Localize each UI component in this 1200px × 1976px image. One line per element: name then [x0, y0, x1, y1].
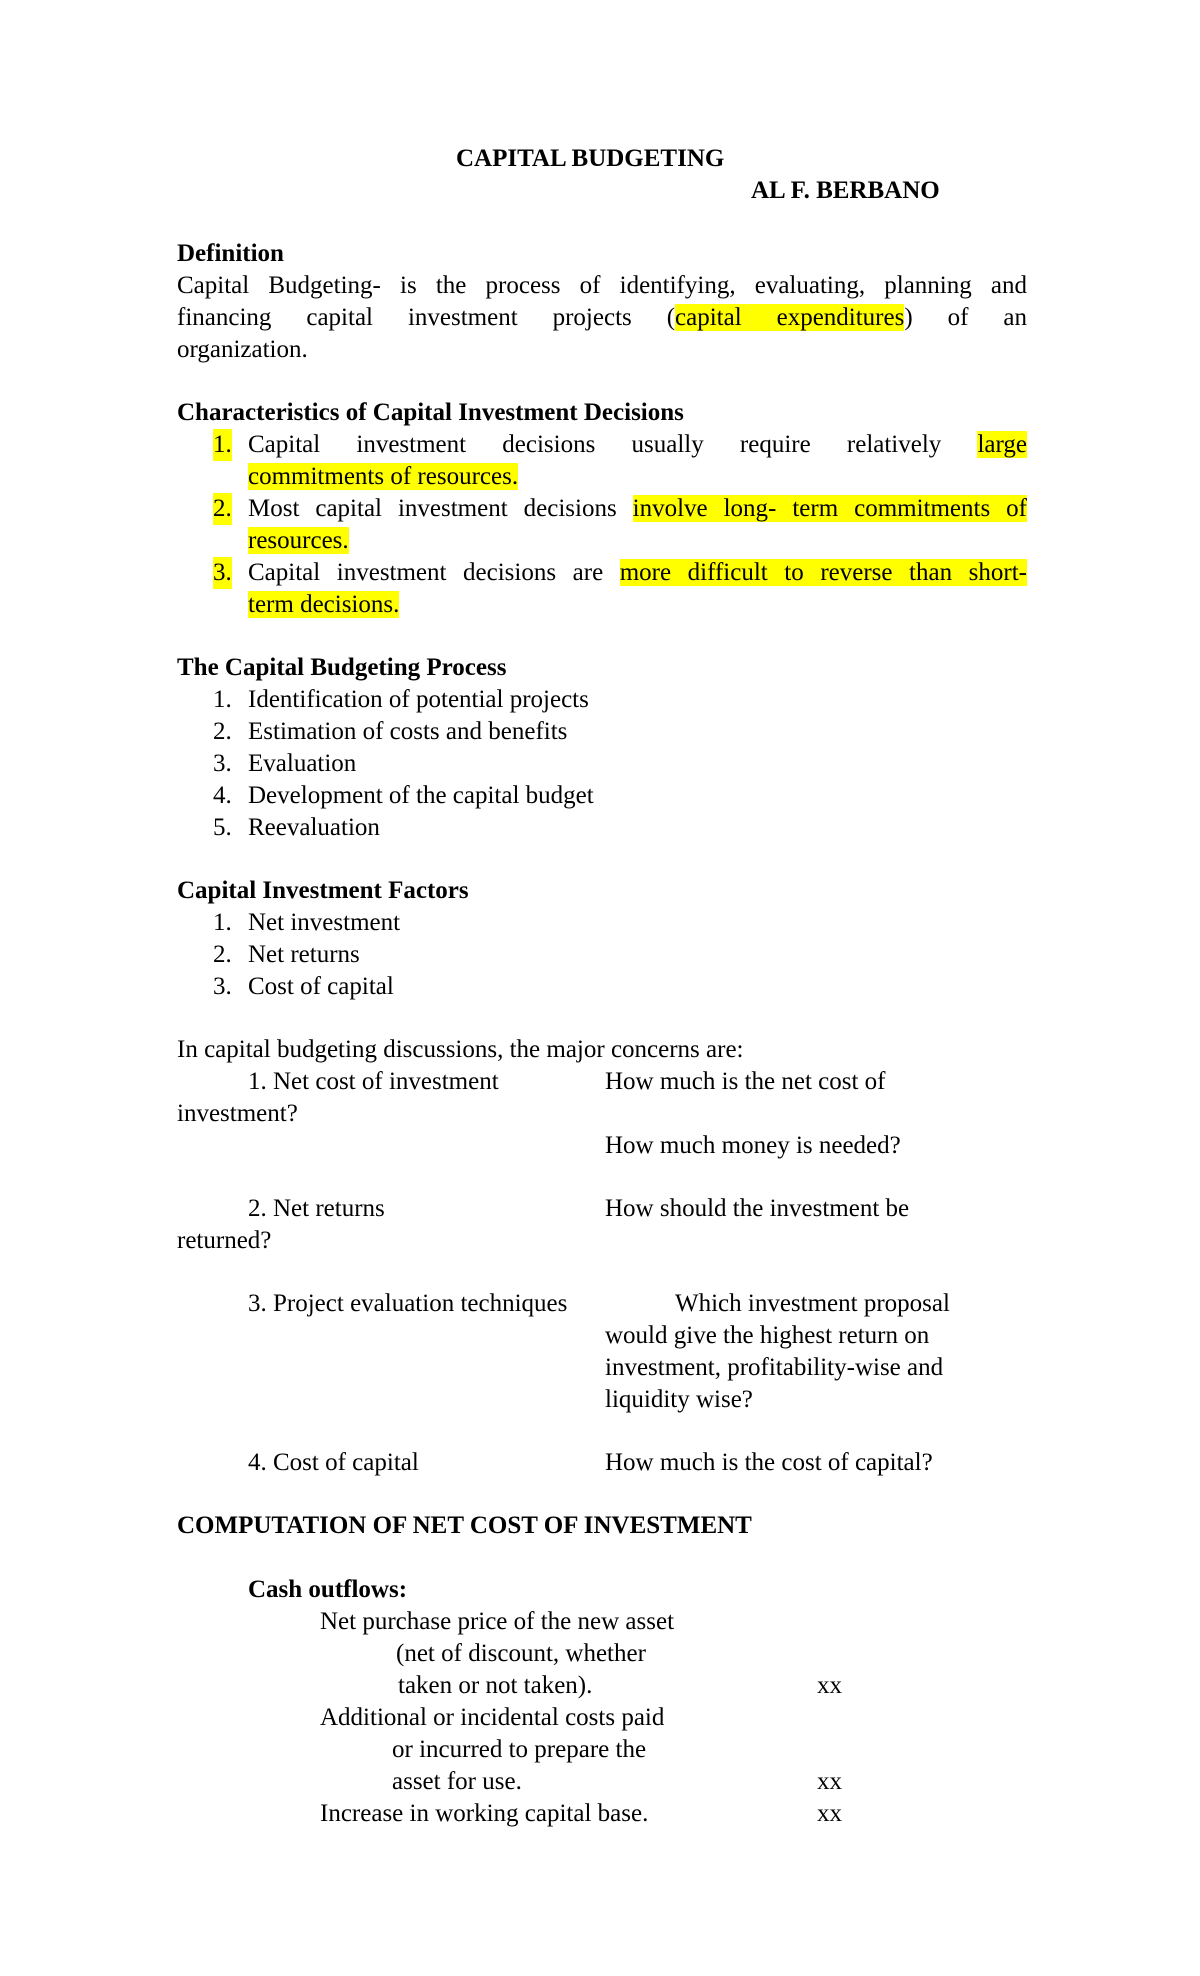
characteristic-3-line-1: Capital investment decisions are more difficult to reverse than short- — [248, 559, 1027, 586]
list-number: 5. — [213, 814, 232, 841]
outflow-2-line-3: asset for use. — [392, 1768, 522, 1795]
concern-1-label: 1. Net cost of investment — [248, 1068, 499, 1095]
factors-heading: Capital Investment Factors — [177, 877, 469, 904]
list-item: Cost of capital — [248, 973, 394, 1000]
list-number: 1. — [213, 909, 232, 936]
concerns-intro: In capital budgeting discussions, the major concerns are: — [177, 1036, 744, 1063]
concern-4-question: How much is the cost of capital? — [605, 1449, 933, 1476]
list-number: 3. — [213, 973, 232, 1000]
computation-heading: COMPUTATION OF NET COST OF INVESTMENT — [177, 1512, 752, 1539]
definition-line-2: financing capital investment projects (capital expenditures) of an — [177, 304, 1027, 331]
characteristic-3-line-2: term decisions. — [248, 591, 400, 618]
process-heading: The Capital Budgeting Process — [177, 654, 507, 681]
list-item: Identification of potential projects — [248, 686, 589, 713]
outflow-1-amount: xx — [817, 1672, 842, 1699]
outflow-2-line-2: or incurred to prepare the — [392, 1736, 647, 1763]
list-item: Evaluation — [248, 750, 357, 777]
list-item: Development of the capital budget — [248, 782, 594, 809]
characteristic-1-line-1: Capital investment decisions usually require relatively large — [248, 431, 1027, 458]
cash-outflows-heading: Cash outflows: — [248, 1576, 408, 1603]
list-number: 4. — [213, 782, 232, 809]
outflow-3-line: Increase in working capital base. — [320, 1800, 649, 1827]
definition-line-1: Capital Budgeting- is the process of identifying, evaluating, planning and — [177, 272, 1027, 299]
list-number: 2. — [213, 941, 232, 968]
outflow-2-amount: xx — [817, 1768, 842, 1795]
list-number: 2. — [213, 493, 232, 525]
concern-2-question-wrap: returned? — [177, 1227, 272, 1254]
outflow-2-line-1: Additional or incidental costs paid — [320, 1704, 665, 1731]
concern-3-question-2: would give the highest return on — [605, 1322, 930, 1349]
concern-4-label: 4. Cost of capital — [248, 1449, 419, 1476]
characteristic-1-line-2: commitments of resources. — [248, 463, 519, 490]
outflow-1-line-2: (net of discount, whether — [396, 1640, 646, 1667]
characteristics-heading: Characteristics of Capital Investment Decisions — [177, 399, 684, 426]
list-number: 2. — [213, 718, 232, 745]
document-title: CAPITAL BUDGETING — [456, 145, 725, 172]
list-number: 3. — [213, 557, 232, 589]
concern-1-question: How much is the net cost of — [605, 1068, 886, 1095]
concern-3-label: 3. Project evaluation techniques — [248, 1290, 568, 1317]
list-number: 1. — [213, 429, 232, 461]
concern-3-question-3: investment, profitability-wise and — [605, 1354, 944, 1381]
list-item: Net investment — [248, 909, 401, 936]
highlight: capital expenditures — [675, 304, 905, 331]
list-number: 3. — [213, 750, 232, 777]
definition-heading: Definition — [177, 240, 284, 267]
list-number: 1. — [213, 686, 232, 713]
concern-3-question-1: Which investment proposal — [675, 1290, 950, 1317]
concern-3-question-4: liquidity wise? — [605, 1386, 753, 1413]
characteristic-2-line-1: Most capital investment decisions involve long- term commitments of — [248, 495, 1027, 522]
definition-line-3: organization. — [177, 336, 308, 363]
list-item: Estimation of costs and benefits — [248, 718, 568, 745]
list-item: Net returns — [248, 941, 360, 968]
outflow-1-line-3: taken or not taken). — [398, 1672, 593, 1699]
outflow-1-line-1: Net purchase price of the new asset — [320, 1608, 675, 1635]
author-name: AL F. BERBANO — [751, 177, 940, 204]
concern-1-question-2: How much money is needed? — [605, 1132, 901, 1159]
concern-1-question-wrap: investment? — [177, 1100, 298, 1127]
characteristic-2-line-2: resources. — [248, 527, 349, 554]
concern-2-label: 2. Net returns — [248, 1195, 385, 1222]
concern-2-question: How should the investment be — [605, 1195, 910, 1222]
list-item: Reevaluation — [248, 814, 380, 841]
outflow-3-amount: xx — [817, 1800, 842, 1827]
